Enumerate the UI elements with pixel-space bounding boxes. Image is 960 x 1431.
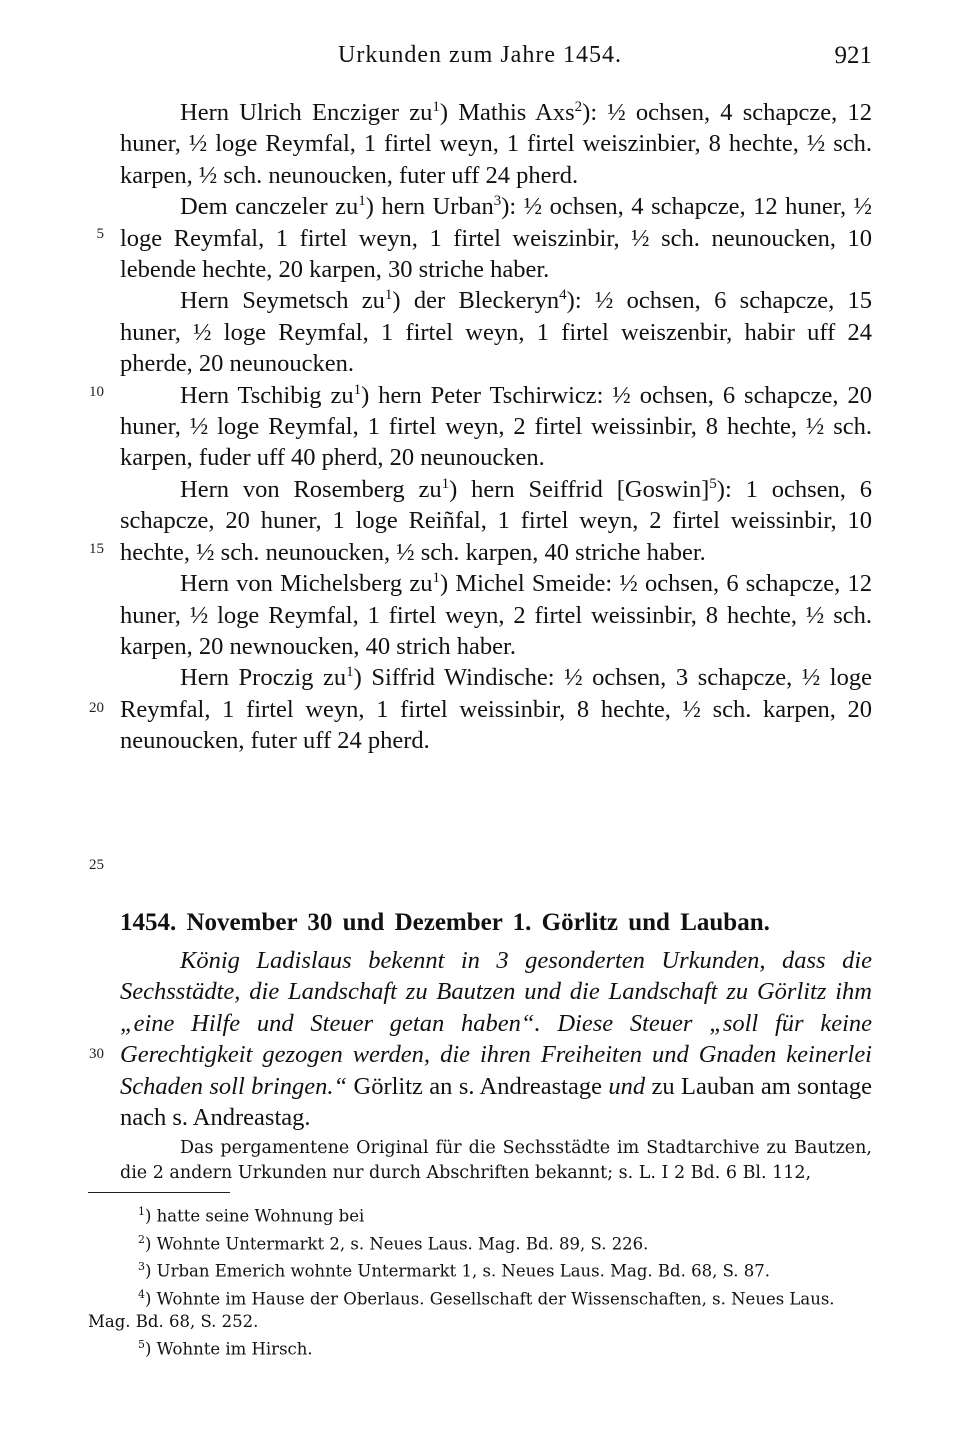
running-header: Urkunden zum Jahre 1454. (338, 42, 622, 68)
entry-text: ): ½ ochsen, 6 schapcze, 15 huner, ½ loge Reymfal, 1 firtel weyn, 1 firtel weiszenbir, habir uff 24 pherde, 20 neunoucken. (120, 287, 873, 378)
recipient-name: ) hern Urban (365, 193, 494, 221)
entry-text: ): ½ ochsen, 4 schapcze, 12 huner, ½ loge Reymfal, 1 firtel weyn, 1 firtel weiszinbier, 8 hechte, ½ sch. karpen, ½ sch. neunoucken, futer uff 24 pherd. (120, 99, 873, 189)
recipient: Hern Ulrich Encziger zu (180, 99, 433, 126)
list-item (120, 191, 872, 285)
footnote-text: ) hatte seine Wohnung bei (145, 1206, 365, 1226)
recipient: Hern Tschibig zu (180, 381, 354, 409)
recipient: Hern von Rosemberg zu (180, 475, 442, 503)
footnote (88, 1283, 872, 1334)
line-number: 25 (89, 857, 104, 873)
footnote-divider (88, 1192, 230, 1193)
entry-text: ): 1 ochsen, 6 schapcze, 20 huner, 1 loge Reiñfal, 1 firtel weyn, 2 firtel weissinbir, 10 hechte, ½ sch. neunoucken, ½ sch. karpen, 40 striche haber. (120, 475, 872, 566)
footnote-text: ) Wohnte im Hause der Oberlaus. Gesellschaft der Wissenschaften, s. Neues Laus. Mag. Bd. 68, S. 252. (88, 1289, 835, 1331)
list-item (120, 380, 872, 474)
footnote-text: ) Wohnte Untermarkt 2, s. Neues Laus. Mag. Bd. 89, S. 226. (145, 1234, 649, 1253)
footnote (88, 1228, 872, 1256)
recipient-name: ) hern Peter Tschirwicz: ½ ochsen, 6 schapcze, 20 huner, ½ loge Reymfal, 1 firtel weyn, 2 firtel weissinbir, 8 hechte, ½ sch. karpen, fuder uff 40 pherd, 20 neunoucken. (120, 381, 873, 472)
footnote-ref: 1 (353, 381, 362, 398)
regest-paragraph (120, 945, 872, 1133)
footnote-text: ) Urban Emerich wohnte Untermarkt 1, s. Neues Laus. Mag. Bd. 68, S. 87. (145, 1261, 771, 1281)
list-item (120, 474, 872, 568)
list-item (120, 568, 872, 662)
footnote-mark: 3 (138, 1260, 145, 1273)
list-item (120, 285, 872, 379)
footnote-ref: 1 (346, 664, 354, 681)
footnote-ref: 4 (559, 287, 567, 304)
recipient: Hern Seymetsch zu (180, 287, 385, 315)
footnote (88, 1255, 872, 1283)
entry-text: ): ½ ochsen, 4 schapcze, 12 huner, ½ loge Reymfal, 1 firtel weyn, 1 firtel weiszinbir, ½ sch. neunoucken, 10 lebende hechte, 20 karpen, 30 striche haber. (120, 193, 872, 284)
footnote-mark: 1 (138, 1205, 145, 1218)
footnote (88, 1200, 872, 1228)
page-number: 921 (834, 42, 872, 69)
footnotes (88, 1200, 872, 1361)
footnote-mark: 5 (138, 1338, 145, 1351)
list-item (120, 97, 872, 191)
recipient-name: ) Mathis Axs (439, 99, 575, 126)
footnote-mark: 4 (138, 1287, 145, 1301)
recipient-name: ) hern Seiffrid [Goswin] (449, 475, 710, 503)
line-number: 20 (89, 700, 104, 716)
line-number: 15 (89, 541, 104, 557)
regest-plain: Görlitz an s. Andreastage (347, 1072, 609, 1100)
recipient: Dem canczeler zu (180, 193, 359, 221)
recipient-name: ) der Bleckeryn (392, 287, 560, 315)
footnote-text: ) Wohnte im Hirsch. (145, 1339, 313, 1359)
footnote-ref: 1 (432, 98, 440, 115)
document-heading: 1454. November 30 und Dezember 1. Görlitz und Lauban. (120, 909, 770, 936)
list-item (120, 662, 872, 756)
delivery-list (120, 97, 872, 757)
recipient: Hern Proczig zu (180, 664, 347, 692)
footnote-mark: 2 (138, 1232, 145, 1246)
footnote-ref: 1 (358, 193, 366, 210)
line-number: 30 (89, 1046, 104, 1062)
regest-italic: König Ladislaus bekennt in 3 gesonderten Urkunden, dass die Sechsstädte, die Landschaft zu Bautzen und die Landschaft zu Görlitz ihm „eine Hilfe und Steuer getan haben“. Diese Steuer „soll für keine Gerechtigkeit gezogen werden, die ihren Freiheiten und Gnaden keinerlei Schaden soll bringen.“ (120, 947, 872, 1100)
footnote-ref: 1 (432, 569, 440, 586)
regest-italic-conjunction: und (608, 1072, 646, 1100)
footnote (88, 1333, 872, 1361)
source-note: Das pergamentene Original für die Sechsstädte im Stadtarchive zu Bautzen, die 2 andern Urkunden nur durch Abschriften bekannt; s. L. I 2 Bd. 6 Bl. 112, (120, 1138, 872, 1183)
line-number: 10 (89, 384, 104, 400)
footnote-ref: 1 (384, 287, 393, 304)
footnote-ref: 5 (709, 475, 717, 492)
footnote-ref: 1 (441, 475, 450, 492)
recipient: Hern von Michelsberg zu (180, 570, 433, 598)
footnote-ref: 3 (493, 193, 502, 210)
recipient-name: ) Michel Smeide: ½ ochsen, 6 schapcze, 12 huner, ½ loge Reymfal, 1 firtel weyn, 2 firtel weissinbir, 8 hechte, ½ sch. karpen, 20 newnoucken, 40 strich haber. (120, 570, 872, 660)
line-number: 5 (96, 226, 104, 242)
recipient-name: ) Siffrid Windische: ½ ochsen, 3 schapcze, ½ loge Reymfal, 1 firtel weyn, 1 firtel weissinbir, 8 hechte, ½ sch. karpen, 20 neunoucken, futer uff 24 pherd. (120, 664, 872, 755)
footnote-ref: 2 (574, 98, 583, 115)
regest-plain: zu Lauban am sontage nach s. Andreastag. (120, 1072, 872, 1132)
